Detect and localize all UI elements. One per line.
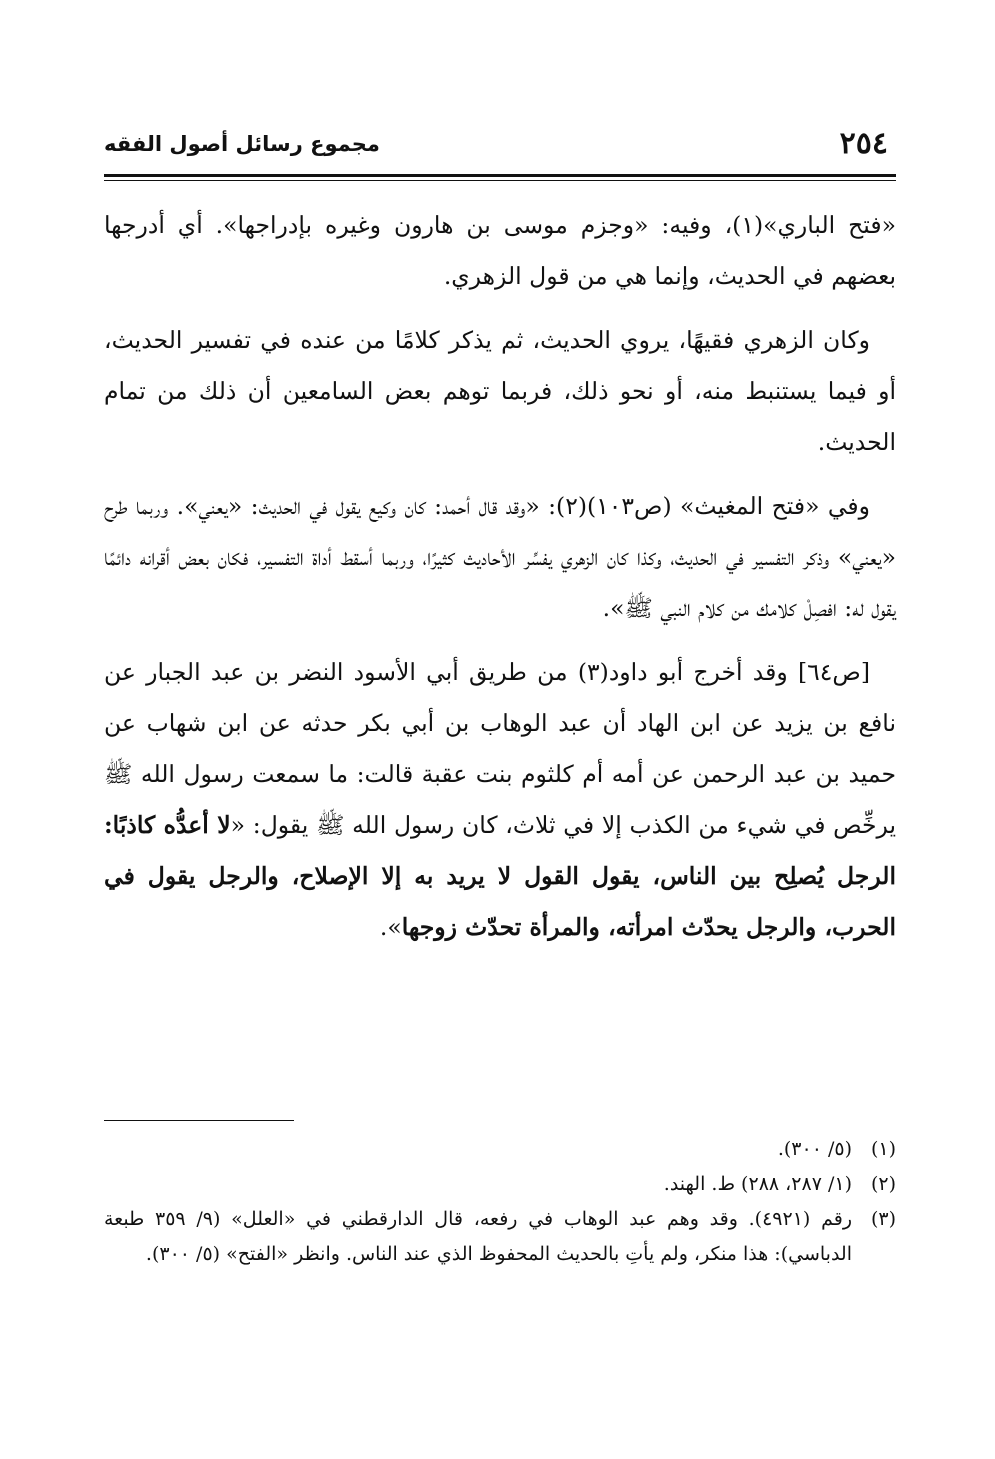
footnote — [104, 1167, 896, 1202]
footnote — [104, 1132, 896, 1167]
paragraph-4 — [104, 647, 896, 953]
paragraph-4-text: [ص٦٤] وقد أخرج أبو داود(٣) من طريق أبي الأسود النضر بن عبد الجبار عن نافع بن يزيد عن ابن الهاد أن عبد الوهاب بن أبي بكر حدثه عن ابن شهاب عن حميد بن عبد الرحمن عن أمه أم كلثوم بنت عقبة قالت: ما سمعت رسول الله ﷺ يرخِّص في شيء من الكذب إلا في ثلاث، كان رسول الله ﷺ يقول: « — [104, 658, 896, 839]
footnote-text: رقم (٤٩٢١). وقد وهم عبد الوهاب في رفعه، قال الدارقطني في «العلل» (٩/ ٣٥٩ طبعة الدباسي): هذا منكر، ولم يأتِ بالحديث المحفوظ الذي عند الناس. وانظر «الفتح» (٥/ ٣٠٠). — [104, 1208, 852, 1265]
hadith-quote: لا أعدُّه كاذبًا: الرجل يُصلِح بين الناس، يقول القول لا يريد به إلا الإصلاح، والرجل يقول في الحرب، والرجل يحدّث امرأته، والمرأة تحدّث زوجها — [104, 811, 896, 941]
paragraph-1: «فتح الباري»(١)، وفيه: «وجزم موسى بن هارون وغيره بإدراجها». أي أدرجها بعضهم في الحديث، وإنما هي من قول الزهري. — [104, 211, 896, 290]
paragraph-3: وفي «فتح المغيث» (ص١٠٣)(٢): «وقد قال أحمد: كان وكيع يقول في الحديث: «يعني». وربما طرح «يعني» وذكر التفسير في الحديث، وكذا كان الزهري يفسِّر الأحاديث كثيرًا، وربما أسقط أداة التفسير، فكان بعض أقرانه دائمًا يقول له: افصِلْ كلامك من كلام النبي ﷺ». — [104, 492, 896, 622]
header-rule-thick — [104, 174, 896, 177]
running-header — [104, 120, 896, 170]
header-rule-thin — [104, 180, 896, 181]
footnote — [104, 1202, 896, 1272]
paragraph-4-end: ». — [379, 913, 402, 941]
footnote-number: (١) — [870, 1138, 896, 1160]
footnote-number: (٣) — [870, 1208, 896, 1230]
footnote-number: (٢) — [870, 1173, 896, 1195]
paragraph-2: وكان الزهري فقيهًا، يروي الحديث، ثم يذكر كلامًا من عنده في تفسير الحديث، أو فيما يستنبط منه، أو نحو ذلك، فربما توهم بعض السامعين أن ذلك من تمام الحديث. — [104, 326, 896, 456]
footnote-text: (٥/ ٣٠٠). — [777, 1138, 852, 1160]
footnote-separator — [104, 1120, 294, 1121]
running-title: مجموع رسائل أصول الفقه — [104, 132, 380, 156]
footnote-text: (١/ ٢٨٧، ٢٨٨) ط. الهند. — [663, 1173, 852, 1195]
footnotes — [104, 1132, 896, 1272]
main-text — [104, 200, 896, 966]
book-page — [104, 120, 896, 1265]
page-number: ٢٥٤ — [839, 126, 888, 161]
